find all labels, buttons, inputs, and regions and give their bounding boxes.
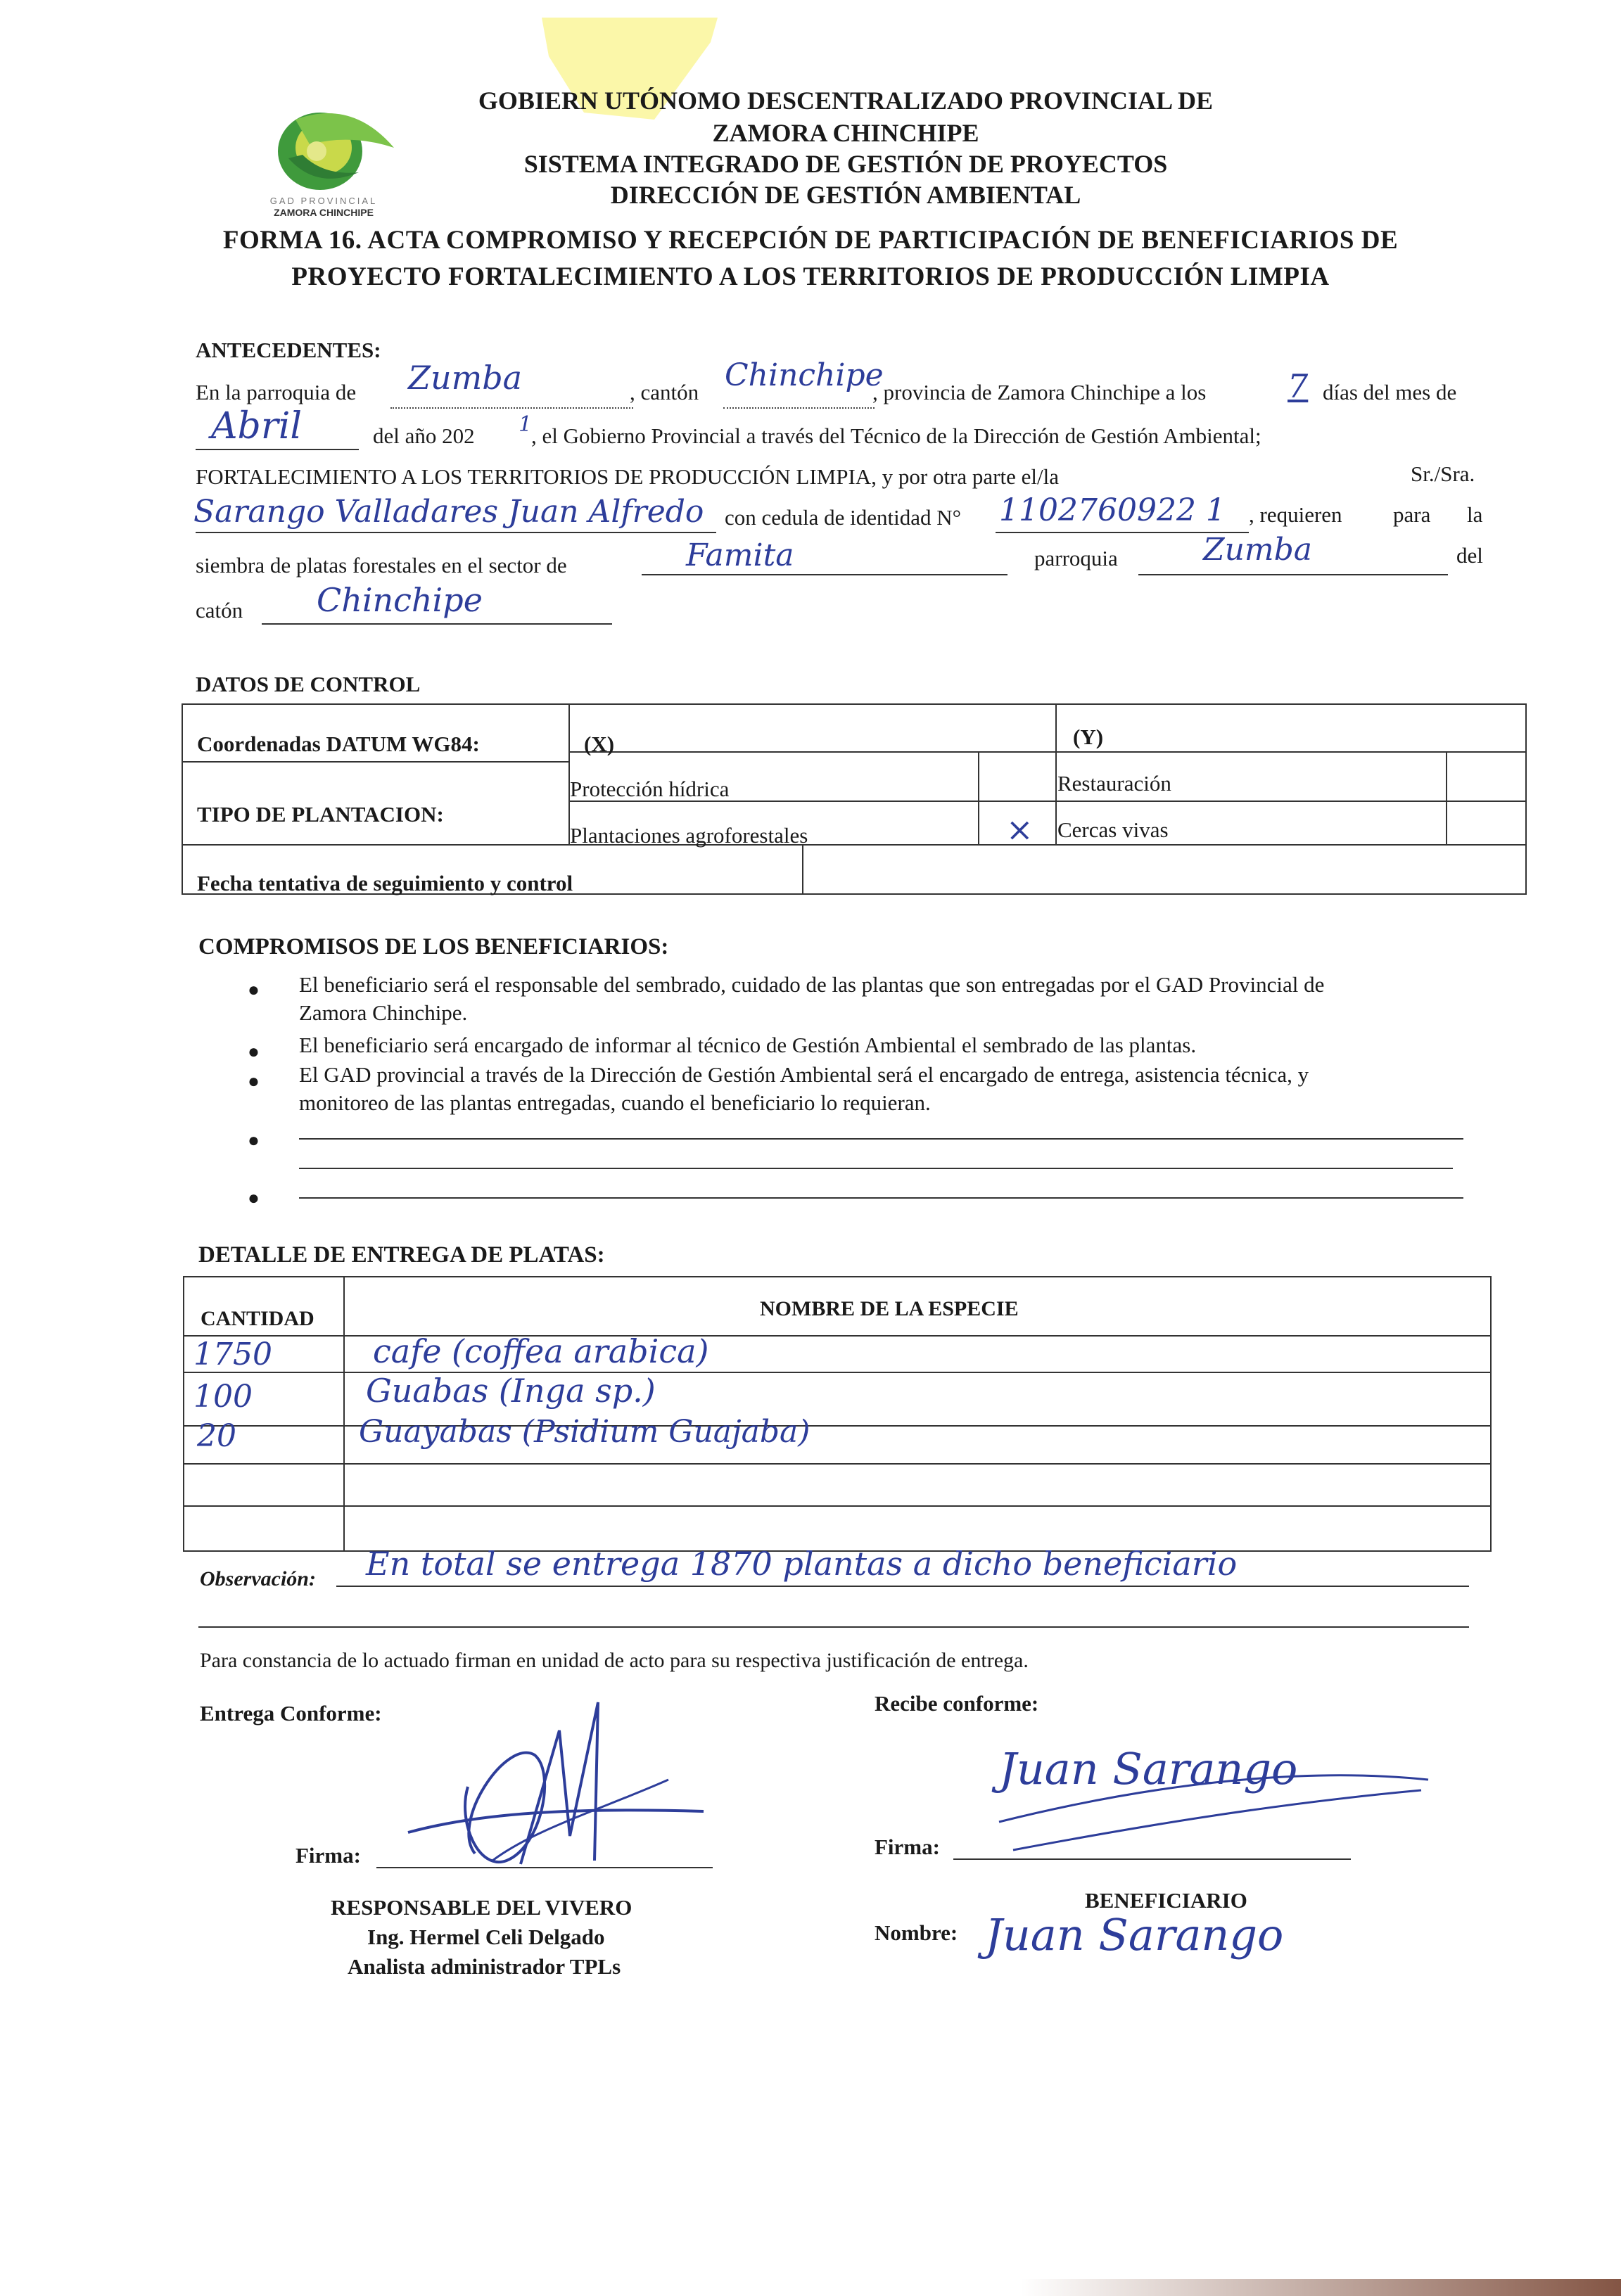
ant-text-11: para	[1393, 502, 1431, 527]
canton-value: Chinchipe	[725, 357, 884, 393]
recibe-conforme-label: Recibe conforme:	[875, 1691, 1039, 1716]
compromiso-1-line-2: Zamora Chinchipe.	[299, 1000, 468, 1025]
compromiso-1-line-1: El beneficiario será el responsable del sembrado, cuidado de las plantas que son entregadas por el GAD Provincial de	[299, 972, 1325, 997]
bullet-5: ●	[248, 1187, 260, 1209]
header-line-4: DIRECCIÓN DE GESTIÓN AMBIENTAL	[610, 181, 1081, 209]
blank-line-2	[299, 1165, 1453, 1169]
opt-plantaciones-agroforestales: Plantaciones agroforestales	[570, 823, 808, 848]
sector-value: Famita	[686, 537, 794, 573]
ant-text-13: siembra de platas forestales en el sector de	[196, 553, 567, 578]
blank-line-1	[299, 1135, 1463, 1140]
bullet-4: ●	[248, 1130, 260, 1152]
ant-text-1: En la parroquia de	[196, 380, 357, 404]
parroquia2-value: Zumba	[1203, 532, 1313, 568]
observacion-value: En total se entrega 1870 plantas a dicho beneficiario	[366, 1545, 1238, 1583]
bullet-2: ●	[248, 1041, 260, 1063]
header-line-2: ZAMORA CHINCHIPE	[712, 119, 979, 147]
firma-line-entrega	[376, 1843, 713, 1868]
beneficiario-value: Sarango Valladares Juan Alfredo	[193, 494, 704, 530]
agroforestal-checkmark: ×	[1006, 810, 1034, 848]
ant-text-3: , provincia de Zamora Chinchipe a los	[872, 380, 1207, 404]
ant-text-14: parroquia	[1034, 546, 1118, 570]
ant-text-2: , cantón	[630, 380, 699, 404]
detalle-heading: DETALLE DE ENTREGA DE PLATAS:	[198, 1242, 605, 1268]
year-digit: 1	[519, 412, 533, 437]
ant-text-15: del	[1456, 543, 1483, 568]
compromiso-3	[299, 1061, 1621, 1117]
ant-text-6: , el Gobierno Provincial a través del Técnico de la Dirección de Gestión Ambiental;	[531, 423, 1261, 448]
compromiso-3-line-1: El GAD provincial a través de la Dirección de Gestión Ambiental será el encargado de entrega, asistencia técnica, y	[299, 1062, 1309, 1087]
antecedentes-heading: ANTECEDENTES:	[196, 338, 381, 362]
beneficiario-signature: Juan Sarango	[999, 1743, 1298, 1794]
fecha-seguimiento-label: Fecha tentativa de seguimiento y control	[197, 871, 573, 895]
firma-label-recibe: Firma:	[875, 1835, 940, 1859]
row2-especie: Guabas (Inga sp.)	[366, 1372, 656, 1410]
logo-text-2: ZAMORA CHINCHIPE	[274, 207, 374, 218]
row3-cantidad: 20	[197, 1418, 236, 1454]
row1-especie: cafe (coffea arabica)	[373, 1332, 709, 1370]
form-title-line-1: FORMA 16. ACTA COMPROMISO Y RECEPCIÓN DE PARTICIPACIÓN DE BENEFICIARIOS DE	[222, 226, 1399, 255]
cedula-value: 1102760922 1	[999, 492, 1226, 528]
ant-text-4: días del mes de	[1323, 380, 1457, 404]
x-coord-label: (X)	[584, 732, 615, 756]
canton2-value: Chinchipe	[317, 581, 483, 619]
tipo-plantacion-label: TIPO DE PLANTACION:	[197, 802, 444, 827]
col-especie: NOMBRE DE LA ESPECIE	[760, 1297, 1019, 1320]
compromiso-2: El beneficiario será encargado de informar al técnico de Gestión Ambiental el sembrado de las plantas.	[299, 1033, 1197, 1057]
bullet-1: ●	[248, 979, 260, 1001]
responsable-name: Ing. Hermel Celi Delgado	[367, 1925, 605, 1949]
opt-proteccion-hidrica: Protección hídrica	[570, 777, 730, 801]
col-cantidad: CANTIDAD	[201, 1307, 314, 1330]
compromisos-heading: COMPROMISOS DE LOS BENEFICIARIOS:	[198, 934, 669, 959]
firma-label-entrega: Firma:	[295, 1843, 361, 1868]
firma-line-recibe	[953, 1835, 1351, 1860]
opt-restauracion: Restauración	[1057, 771, 1171, 796]
logo-text-1: GAD PROVINCIAL	[269, 196, 378, 206]
ant-text-12: la	[1467, 502, 1483, 527]
responsable-role: Analista administrador TPLs	[348, 1954, 621, 1979]
blank-line-3	[299, 1194, 1463, 1199]
observacion-label: Observación:	[200, 1567, 316, 1590]
dias-value: 7	[1288, 367, 1309, 405]
row1-cantidad: 1750	[193, 1337, 272, 1372]
coord-label: Coordenadas DATUM WG84:	[197, 732, 480, 756]
row2-cantidad: 100	[193, 1379, 253, 1415]
ant-text-7: FORTALECIMIENTO A LOS TERRITORIOS DE PRODUCCIÓN LIMPIA, y por otra parte el/la	[196, 464, 1059, 489]
beneficiario-nombre: Juan Sarango	[985, 1909, 1284, 1960]
ant-text-8: Sr./Sra.	[1411, 461, 1475, 486]
opt-cercas-vivas: Cercas vivas	[1057, 817, 1169, 842]
compromiso-1	[299, 971, 1621, 1027]
nombre-label: Nombre:	[875, 1920, 958, 1945]
responsable-title: RESPONSABLE DEL VIVERO	[331, 1895, 632, 1920]
scan-edge	[1020, 2279, 1621, 2296]
bullet-3: ●	[248, 1071, 260, 1092]
header-line-3: SISTEMA INTEGRADO DE GESTIÓN DE PROYECTOS	[523, 150, 1168, 178]
row3-especie: Guayabas (Psidium Guajaba)	[359, 1414, 810, 1450]
ant-text-10: , requieren	[1249, 502, 1342, 527]
form-title-line-2: PROYECTO FORTALECIMIENTO A LOS TERRITORIOS DE PRODUCCIÓN LIMPIA	[291, 262, 1330, 291]
y-coord-label: (Y)	[1073, 725, 1104, 749]
ant-text-16: catón	[196, 598, 243, 623]
mes-value: Abril	[211, 405, 302, 447]
constancia-text: Para constancia de lo actuado firman en unidad de acto para su respectiva justificación de entrega.	[200, 1649, 1029, 1672]
header-line-1: GOBIERN UTÓNOMO DESCENTRALIZADO PROVINCIAL DE	[478, 87, 1214, 115]
parroquia-value: Zumba	[408, 359, 523, 397]
ant-text-9: con cedula de identidad N°	[725, 505, 962, 530]
compromiso-3-line-2: monitoreo de las plantas entregadas, cuando el beneficiario lo requieran.	[299, 1090, 931, 1115]
beneficiario-label: BENEFICIARIO	[1085, 1888, 1247, 1913]
datos-control-heading: DATOS DE CONTROL	[196, 672, 421, 696]
observacion-line-2	[198, 1601, 1469, 1628]
entrega-conforme-label: Entrega Conforme:	[200, 1701, 382, 1726]
ant-text-5: del año 202	[373, 423, 475, 448]
